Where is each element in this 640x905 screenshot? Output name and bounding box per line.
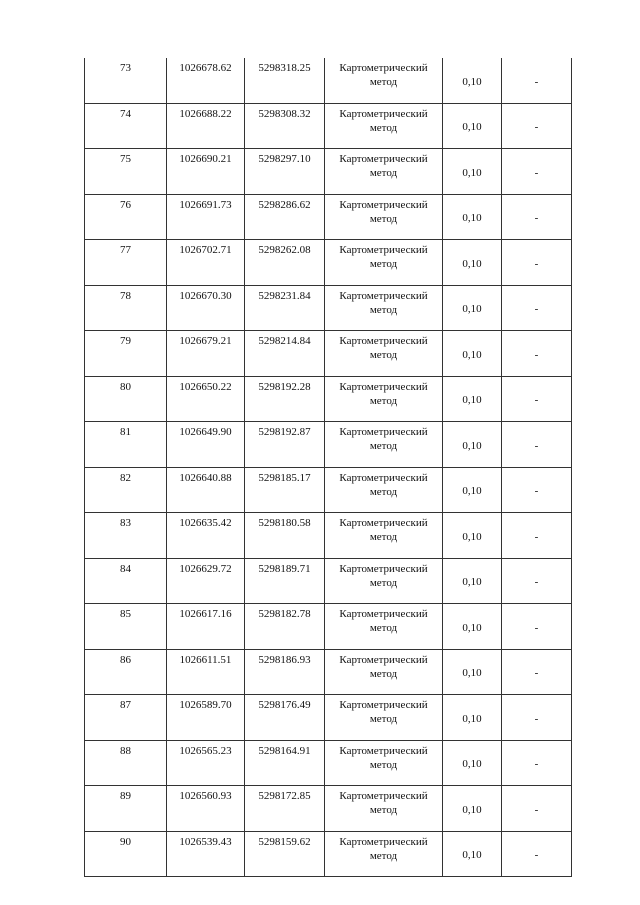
method-line-2: метод: [369, 440, 398, 452]
method-cell: [325, 194, 443, 240]
method-cell: [325, 604, 443, 650]
note-cell: -: [502, 422, 572, 468]
method-cell: [325, 831, 443, 877]
note-cell: -: [502, 649, 572, 695]
method-line-2: метод: [369, 485, 398, 498]
note-cell: -: [502, 285, 572, 331]
accuracy-cell: 0,10: [443, 103, 502, 149]
accuracy-cell: 0,10: [443, 513, 502, 559]
point-number-cell: 87: [85, 695, 167, 741]
point-number-cell: 73: [85, 58, 167, 103]
point-number-cell: 76: [85, 194, 167, 240]
note-cell: -: [502, 149, 572, 195]
accuracy-cell: 0,10: [443, 331, 502, 377]
table-row: [85, 194, 572, 240]
method-line-1: Картометрический: [339, 608, 428, 620]
x-coordinate-cell: 1026629.72: [167, 558, 245, 604]
x-coordinate-cell: 1026688.22: [167, 103, 245, 149]
method-line-1: Картометрический: [339, 380, 428, 393]
accuracy-cell: 0,10: [443, 467, 502, 513]
y-coordinate-cell: 5298159.62: [245, 831, 325, 877]
table-row: [85, 513, 572, 559]
table-row: [85, 558, 572, 604]
table-row: [85, 649, 572, 695]
point-number-cell: 86: [85, 649, 167, 695]
method-line-1: Картометрический: [339, 517, 428, 529]
method-cell: [325, 786, 443, 832]
method-line-1: Картометрический: [339, 153, 428, 165]
method-cell: [325, 58, 443, 103]
table-row: [85, 285, 572, 331]
table-row: [85, 831, 572, 877]
note-cell: -: [502, 740, 572, 786]
accuracy-cell: 0,10: [443, 695, 502, 741]
method-line-2: метод: [369, 849, 398, 862]
note-cell: -: [502, 604, 572, 650]
y-coordinate-cell: 5298176.49: [245, 695, 325, 741]
y-coordinate-cell: 5298308.32: [245, 103, 325, 149]
table-row: [85, 376, 572, 422]
x-coordinate-cell: 1026649.90: [167, 422, 245, 468]
accuracy-cell: 0,10: [443, 194, 502, 240]
table-row: [85, 695, 572, 741]
accuracy-cell: 0,10: [443, 558, 502, 604]
method-cell: [325, 467, 443, 513]
x-coordinate-cell: 1026589.70: [167, 695, 245, 741]
y-coordinate-cell: 5298297.10: [245, 149, 325, 195]
x-coordinate-cell: 1026691.73: [167, 194, 245, 240]
y-coordinate-cell: 5298318.25: [245, 58, 325, 103]
x-coordinate-cell: 1026650.22: [167, 376, 245, 422]
method-cell: [325, 695, 443, 741]
table-row: [85, 240, 572, 286]
y-coordinate-cell: 5298185.17: [245, 467, 325, 513]
note-cell: -: [502, 194, 572, 240]
method-line-2: метод: [369, 212, 398, 225]
method-line-1: Картометрический: [339, 335, 428, 347]
y-coordinate-cell: 5298172.85: [245, 786, 325, 832]
accuracy-cell: 0,10: [443, 285, 502, 331]
method-cell: [325, 240, 443, 286]
x-coordinate-cell: 1026702.71: [167, 240, 245, 286]
point-number-cell: 80: [85, 376, 167, 422]
x-coordinate-cell: 1026640.88: [167, 467, 245, 513]
accuracy-cell: 0,10: [443, 149, 502, 195]
method-cell: [325, 285, 443, 331]
method-cell: [325, 558, 443, 604]
method-line-1: Картометрический: [339, 62, 428, 74]
point-number-cell: 89: [85, 786, 167, 832]
x-coordinate-cell: 1026539.43: [167, 831, 245, 877]
x-coordinate-cell: 1026690.21: [167, 149, 245, 195]
point-number-cell: 85: [85, 604, 167, 650]
note-cell: -: [502, 467, 572, 513]
note-cell: -: [502, 240, 572, 286]
method-line-1: Картометрический: [339, 562, 428, 575]
method-line-2: метод: [369, 713, 398, 725]
accuracy-cell: 0,10: [443, 422, 502, 468]
point-number-cell: 75: [85, 149, 167, 195]
note-cell: -: [502, 786, 572, 832]
accuracy-cell: 0,10: [443, 740, 502, 786]
method-line-2: метод: [369, 531, 398, 543]
y-coordinate-cell: 5298262.08: [245, 240, 325, 286]
note-cell: -: [502, 376, 572, 422]
accuracy-cell: 0,10: [443, 786, 502, 832]
point-number-cell: 88: [85, 740, 167, 786]
point-number-cell: 83: [85, 513, 167, 559]
method-line-2: метод: [369, 258, 398, 270]
point-number-cell: 82: [85, 467, 167, 513]
accuracy-cell: 0,10: [443, 58, 502, 103]
point-number-cell: 81: [85, 422, 167, 468]
y-coordinate-cell: 5298192.87: [245, 422, 325, 468]
x-coordinate-cell: 1026565.23: [167, 740, 245, 786]
table-row: [85, 331, 572, 377]
table-row: [85, 786, 572, 832]
method-line-2: метод: [369, 167, 398, 179]
coordinates-table-body: [85, 58, 572, 877]
note-cell: -: [502, 58, 572, 103]
method-line-2: метод: [369, 576, 398, 589]
note-cell: -: [502, 331, 572, 377]
note-cell: -: [502, 513, 572, 559]
x-coordinate-cell: 1026670.30: [167, 285, 245, 331]
y-coordinate-cell: 5298164.91: [245, 740, 325, 786]
point-number-cell: 90: [85, 831, 167, 877]
table-row: [85, 422, 572, 468]
method-line-2: метод: [369, 622, 398, 634]
coordinates-table-container: [84, 58, 571, 877]
method-cell: [325, 103, 443, 149]
table-row: [85, 149, 572, 195]
method-cell: [325, 513, 443, 559]
method-line-1: Картометрический: [339, 289, 428, 302]
method-cell: [325, 331, 443, 377]
coordinates-table: [84, 58, 572, 877]
point-number-cell: 77: [85, 240, 167, 286]
method-line-1: Картометрический: [339, 790, 428, 802]
y-coordinate-cell: 5298231.84: [245, 285, 325, 331]
method-line-1: Картометрический: [339, 744, 428, 757]
method-cell: [325, 422, 443, 468]
note-cell: -: [502, 558, 572, 604]
method-line-2: метод: [369, 349, 398, 361]
table-row: [85, 604, 572, 650]
accuracy-cell: 0,10: [443, 831, 502, 877]
accuracy-cell: 0,10: [443, 604, 502, 650]
accuracy-cell: 0,10: [443, 649, 502, 695]
method-line-2: метод: [369, 667, 398, 680]
y-coordinate-cell: 5298182.78: [245, 604, 325, 650]
method-line-2: метод: [369, 121, 398, 134]
x-coordinate-cell: 1026560.93: [167, 786, 245, 832]
method-cell: [325, 740, 443, 786]
table-row: [85, 103, 572, 149]
method-line-2: метод: [369, 394, 398, 407]
method-cell: [325, 149, 443, 195]
method-line-2: метод: [369, 303, 398, 316]
note-cell: -: [502, 103, 572, 149]
point-number-cell: 79: [85, 331, 167, 377]
accuracy-cell: 0,10: [443, 240, 502, 286]
x-coordinate-cell: 1026678.62: [167, 58, 245, 103]
point-number-cell: 74: [85, 103, 167, 149]
x-coordinate-cell: 1026617.16: [167, 604, 245, 650]
y-coordinate-cell: 5298286.62: [245, 194, 325, 240]
method-line-2: метод: [369, 804, 398, 816]
method-line-2: метод: [369, 76, 398, 88]
method-line-1: Картометрический: [339, 835, 428, 848]
point-number-cell: 78: [85, 285, 167, 331]
point-number-cell: 84: [85, 558, 167, 604]
method-line-1: Картометрический: [339, 471, 428, 484]
table-row: [85, 467, 572, 513]
y-coordinate-cell: 5298189.71: [245, 558, 325, 604]
method-line-1: Картометрический: [339, 107, 428, 120]
table-row: [85, 58, 572, 103]
y-coordinate-cell: 5298180.58: [245, 513, 325, 559]
note-cell: -: [502, 695, 572, 741]
x-coordinate-cell: 1026611.51: [167, 649, 245, 695]
method-line-1: Картометрический: [339, 244, 428, 256]
x-coordinate-cell: 1026635.42: [167, 513, 245, 559]
method-cell: [325, 376, 443, 422]
method-line-2: метод: [369, 758, 398, 771]
y-coordinate-cell: 5298186.93: [245, 649, 325, 695]
method-line-1: Картометрический: [339, 426, 428, 438]
y-coordinate-cell: 5298192.28: [245, 376, 325, 422]
x-coordinate-cell: 1026679.21: [167, 331, 245, 377]
y-coordinate-cell: 5298214.84: [245, 331, 325, 377]
table-row: [85, 740, 572, 786]
method-line-1: Картометрический: [339, 653, 428, 666]
method-line-1: Картометрический: [339, 198, 428, 211]
note-cell: -: [502, 831, 572, 877]
method-line-1: Картометрический: [339, 699, 428, 711]
accuracy-cell: 0,10: [443, 376, 502, 422]
method-cell: [325, 649, 443, 695]
